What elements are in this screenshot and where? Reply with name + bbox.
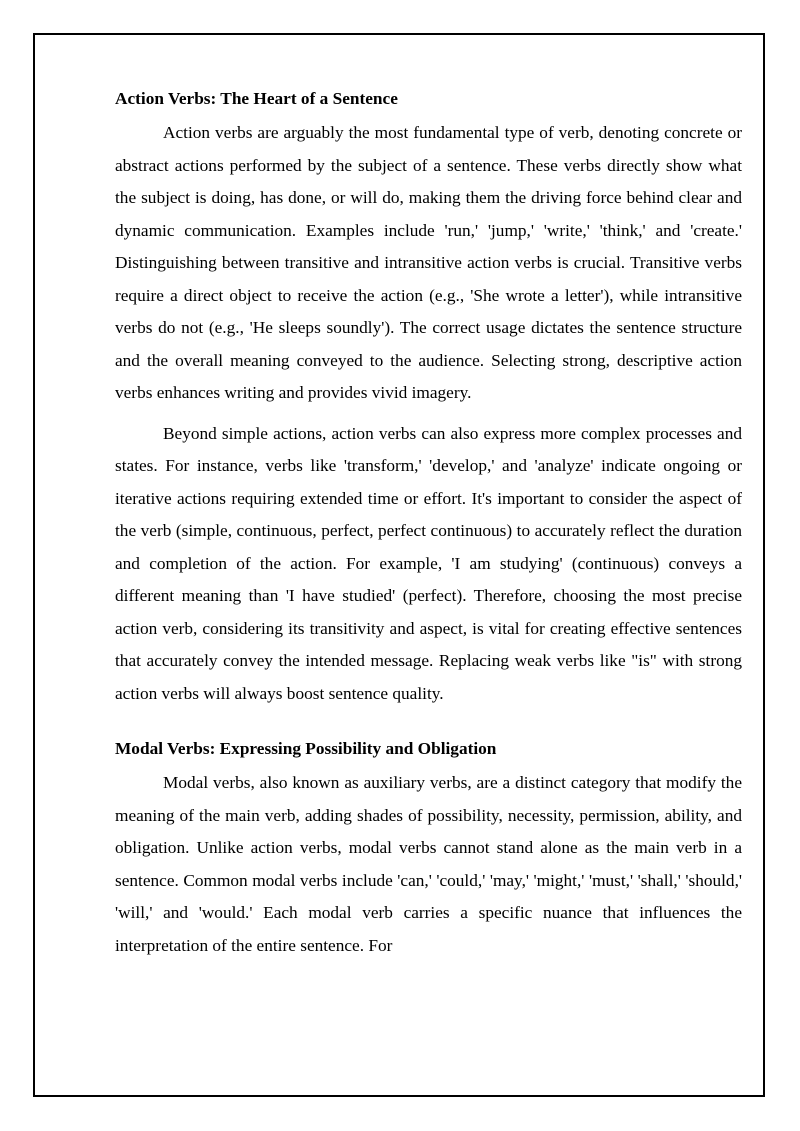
- section-heading-action-verbs: Action Verbs: The Heart of a Sentence: [115, 89, 398, 108]
- section-heading-modal-verbs: Modal Verbs: Expressing Possibility and Obligation: [115, 739, 497, 758]
- paragraph-modal-verbs-1: Modal verbs, also known as auxiliary verbs, are a distinct category that modify the meaning of the main verb, adding shades of possibility, necessity, permission, ability, and obligation. Unlike action verbs, modal verbs cannot stand alone as the main verb in a sentence. Common modal verbs include 'can,' 'could,' 'may,' 'might,' 'must,' 'shall,' 'should,' 'will,' and 'would.' Each modal verb carries a specific nuance that influences the interpretation of the entire sentence. For: [115, 773, 742, 955]
- paragraph-action-verbs-1: Action verbs are arguably the most fundamental type of verb, denoting concrete or abstract actions performed by the subject of a sentence. These verbs directly show what the subject is doing, has done, or will do, making them the driving force behind clear and dynamic communication. Examples include 'run,' 'jump,' 'write,' 'think,' and 'create.' Distinguishing between transitive and intransitive action verbs is crucial. Transitive verbs require a direct object to receive the action (e.g., 'She wrote a letter'), while intransitive verbs do not (e.g., 'He sleeps soundly'). The correct usage dictates the sentence structure and the overall meaning conveyed to the audience. Selecting strong, descriptive action verbs enhances writing and provides vivid imagery.: [115, 123, 742, 402]
- paragraph-action-verbs-2: Beyond simple actions, action verbs can also express more complex processes and states. For instance, verbs like 'transform,' 'develop,' and 'analyze' indicate ongoing or iterative actions requiring extended time or effort. It's important to consider the aspect of the verb (simple, continuous, perfect, perfect continuous) to accurately reflect the duration and completion of the action. For example, 'I am studying' (continuous) conveys a different meaning than 'I have studied' (perfect). Therefore, choosing the most precise action verb, considering its transitivity and aspect, is vital for creating effective sentences that accurately convey the intended message. Replacing weak verbs like "is" with strong action verbs will always boost sentence quality.: [115, 423, 742, 703]
- document-body: [115, 84, 742, 970]
